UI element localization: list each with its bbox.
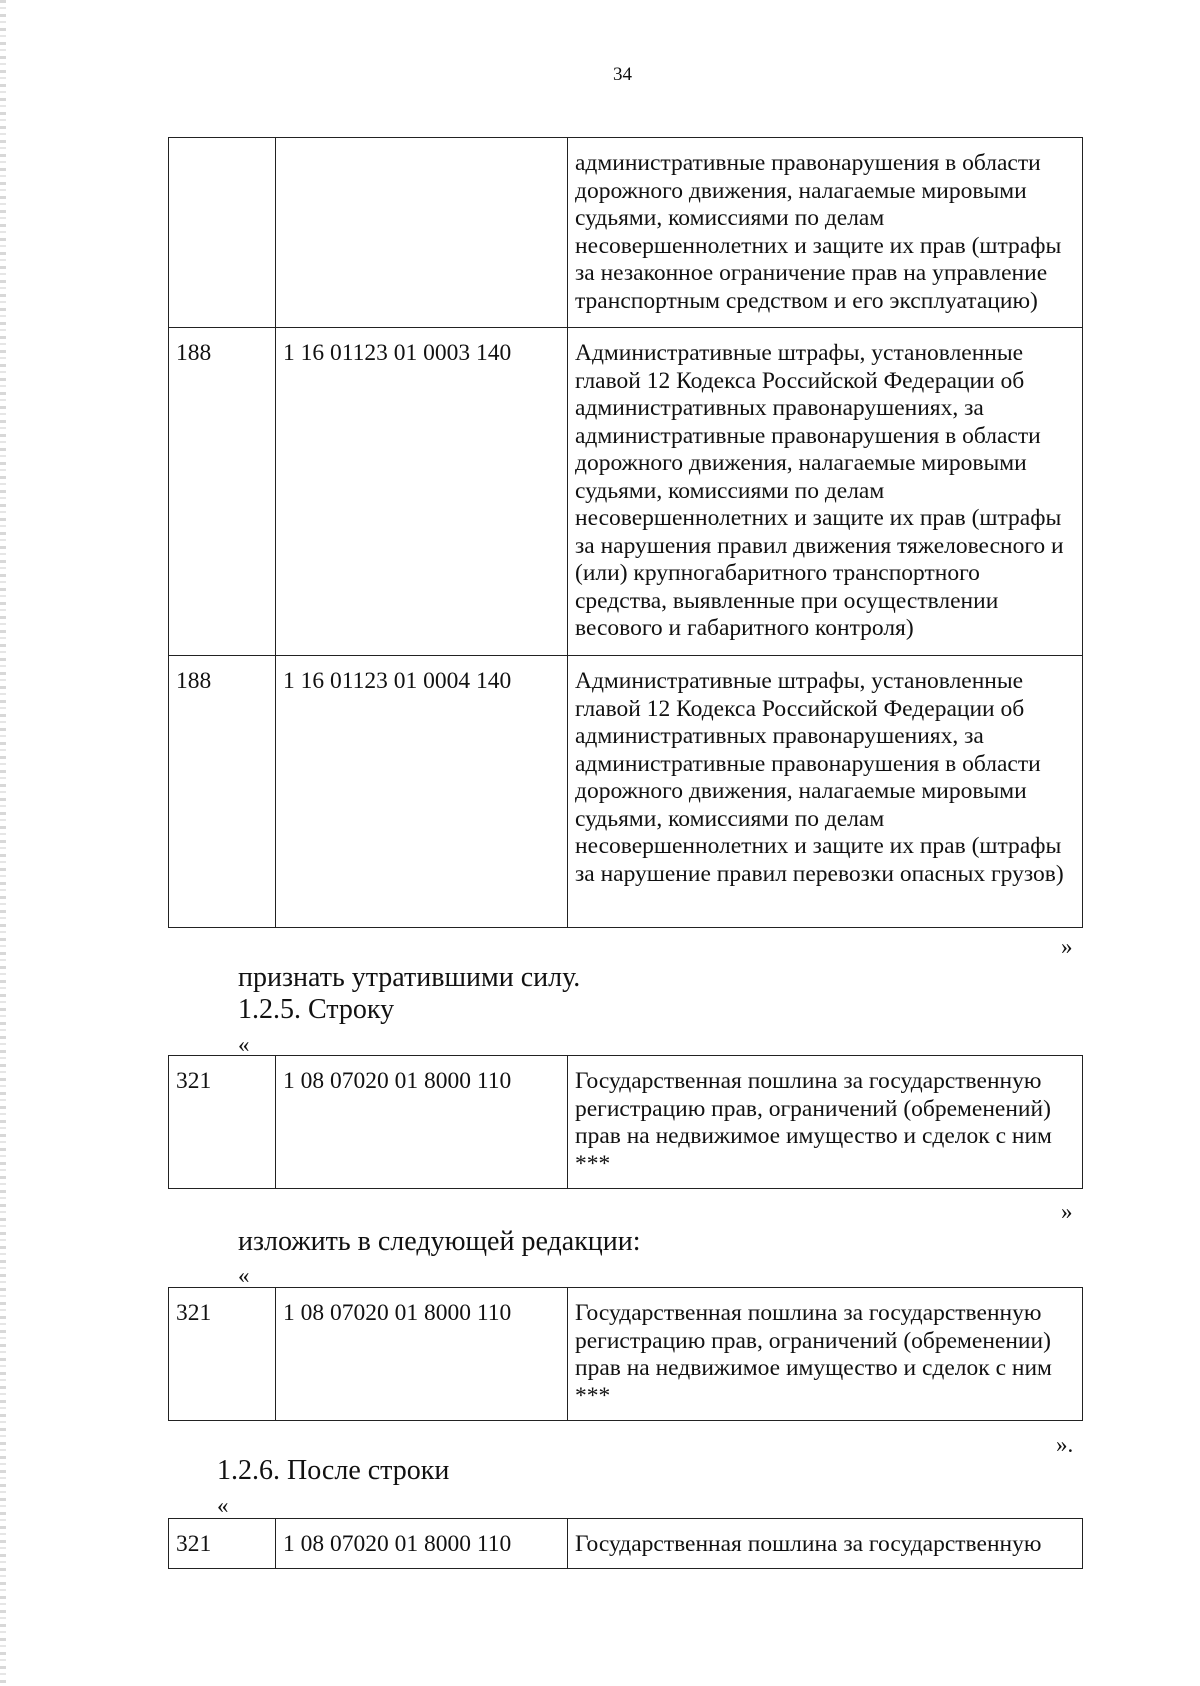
section-1-2-6-heading: 1.2.6. После строки xyxy=(217,1455,450,1486)
description-cell: Государственная пошлина за государственную xyxy=(568,1519,1083,1569)
table-row xyxy=(169,656,1083,928)
description-cell: Государственная пошлина за государственную регистрацию прав, ограничений (обременений) прав на недвижимое имущество и сделок с ним *** xyxy=(568,1056,1083,1189)
section-1-2-5-heading: 1.2.5. Строку xyxy=(238,994,395,1025)
paragraph-new-version: изложить в следующей редакции: xyxy=(238,1226,641,1257)
budget-code-cell: 1 08 07020 01 8000 110 xyxy=(276,1519,568,1569)
opening-quote: « xyxy=(238,1032,250,1057)
budget-code-cell: 1 16 01123 01 0004 140 xyxy=(276,656,568,928)
description-cell: Государственная пошлина за государственную регистрацию прав, ограничений (обременении) прав на недвижимое имущество и сделок с ним *** xyxy=(568,1288,1083,1421)
budget-code-cell: 1 16 01123 01 0003 140 xyxy=(276,328,568,656)
table-row-old-version xyxy=(168,1055,1083,1189)
table-row-after xyxy=(168,1518,1083,1569)
description-cell: Административные штрафы, установленные главой 12 Кодекса Российской Федерации об административных правонарушениях, за административные правонарушения в области дорожного движения, налагаемые мировыми судьями, комиссиями по делам несовершеннолетних и защите их прав (штрафы за нарушение правил перевозки опасных грузов) xyxy=(568,656,1083,928)
table-row xyxy=(169,1056,1083,1189)
closing-quote: ». xyxy=(1056,1432,1074,1457)
admin-code-cell xyxy=(169,138,276,328)
closing-quote: » xyxy=(1061,1199,1073,1224)
budget-code-cell xyxy=(276,138,568,328)
table-revenue-codes-repealed xyxy=(168,137,1083,928)
table-row xyxy=(169,138,1083,328)
admin-code-cell: 321 xyxy=(169,1056,276,1189)
description-cell: административные правонарушения в области дорожного движения, налагаемые мировыми судьями, комиссиями по делам несовершеннолетних и защите их прав (штрафы за незаконное ограничение прав на управление транспортным средством и его эксплуатацию) xyxy=(568,138,1083,328)
paragraph-recognize-invalid: признать утратившими силу. xyxy=(238,962,581,993)
opening-quote: « xyxy=(217,1493,229,1518)
admin-code-cell: 188 xyxy=(169,328,276,656)
admin-code-cell: 321 xyxy=(169,1288,276,1421)
opening-quote: « xyxy=(238,1263,250,1288)
admin-code-cell: 321 xyxy=(169,1519,276,1569)
admin-code-cell: 188 xyxy=(169,656,276,928)
description-cell: Административные штрафы, установленные главой 12 Кодекса Российской Федерации об административных правонарушениях, за административные правонарушения в области дорожного движения, налагаемые мировыми судьями, комиссиями по делам несовершеннолетних и защите их прав (штрафы за нарушения правил движения тяжеловесного и (или) крупногабаритного транспортного средства, выявленные при осуществлении весового и габаритного контроля) xyxy=(568,328,1083,656)
budget-code-cell: 1 08 07020 01 8000 110 xyxy=(276,1288,568,1421)
table-row xyxy=(169,1519,1083,1569)
page-number: 34 xyxy=(613,64,632,85)
scan-edge xyxy=(0,0,6,1686)
closing-quote: » xyxy=(1061,934,1073,959)
table-row xyxy=(169,1288,1083,1421)
table-row xyxy=(169,328,1083,656)
budget-code-cell: 1 08 07020 01 8000 110 xyxy=(276,1056,568,1189)
table-row-new-version xyxy=(168,1287,1083,1421)
